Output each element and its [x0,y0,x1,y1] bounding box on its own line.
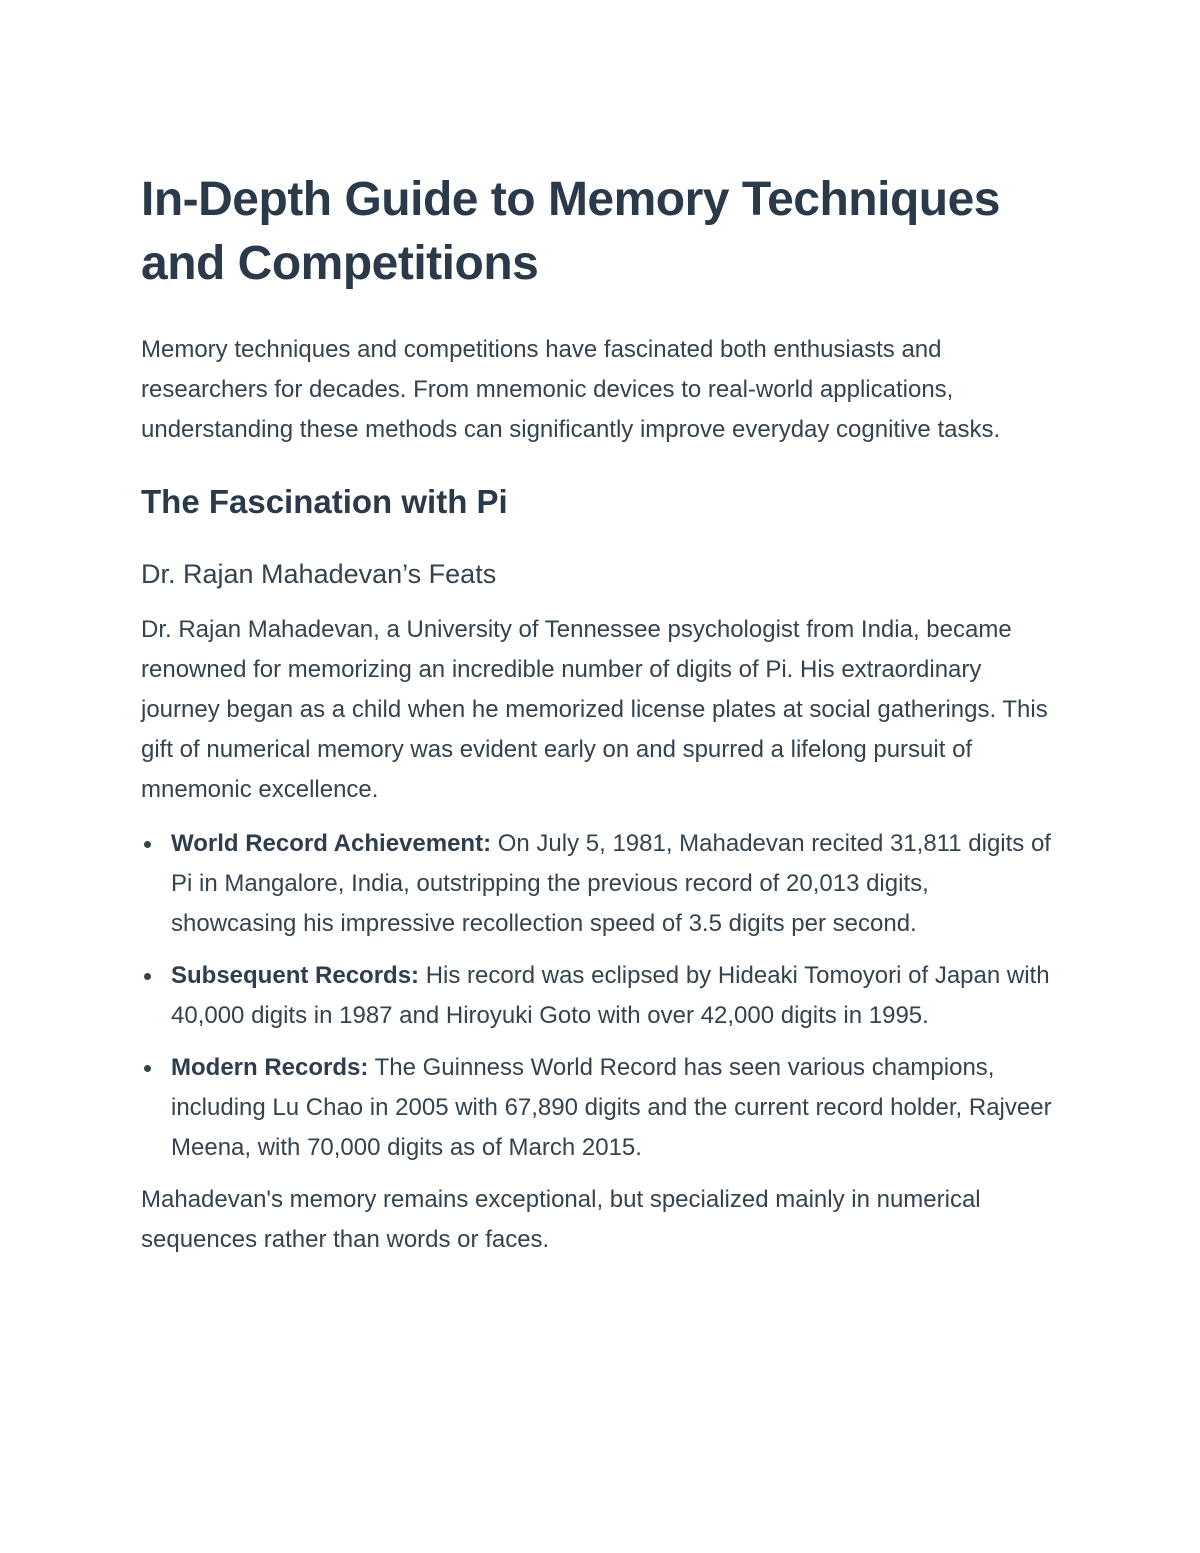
page-title: In-Depth Guide to Memory Techniques and Competitions [141,173,1000,290]
list-item [141,956,1056,1036]
list-item-label: Subsequent Records: [171,962,420,989]
bullet-icon [144,1065,151,1072]
list-item [141,824,1056,944]
bullet-icon [144,973,151,980]
closing-paragraph: Mahadevan's memory remains exceptional, but specialized mainly in numerical sequences rather than words or faces. [141,1186,981,1253]
list-item-label: Modern Records: [171,1054,369,1081]
bullet-icon [144,841,151,848]
intro-paragraph: Memory techniques and competitions have fascinated both enthusiasts and researchers for decades. From mnemonic devices to real-world applications, understanding these methods can significantly improve everyday cognitive tasks. [141,336,1001,443]
list-item-label: World Record Achievement: [171,830,492,857]
section-heading: The Fascination with Pi [141,483,508,520]
list-item-text: His record was eclipsed by Hideaki Tomoyori of Japan with 40,000 digits in 1987 and Hiroyuki Goto with over 42,000 digits in 1995. [171,962,1050,1029]
list-item-text: On July 5, 1981, Mahadevan recited 31,811 digits of Pi in Mangalore, India, outstripping the previous record of 20,013 digits, showcasing his impressive recollection speed of 3.5 digits per second. [171,830,1051,937]
bio-paragraph: Dr. Rajan Mahadevan, a University of Tennessee psychologist from India, became renowned for memorizing an incredible number of digits of Pi. His extraordinary journey began as a child when he memorized license plates at social gatherings. This gift of numerical memory was evident early on and spurred a lifelong pursuit of mnemonic excellence. [141,616,1048,803]
records-list [141,824,1056,1168]
subsection-heading: Dr. Rajan Mahadevan’s Feats [141,559,497,589]
list-item [141,1048,1056,1168]
list-item-text: The Guinness World Record has seen various champions, including Lu Chao in 2005 with 67,890 digits and the current record holder, Rajveer Meena, with 70,000 digits as of March 2015. [171,1054,1052,1161]
document-page [141,168,1056,1260]
